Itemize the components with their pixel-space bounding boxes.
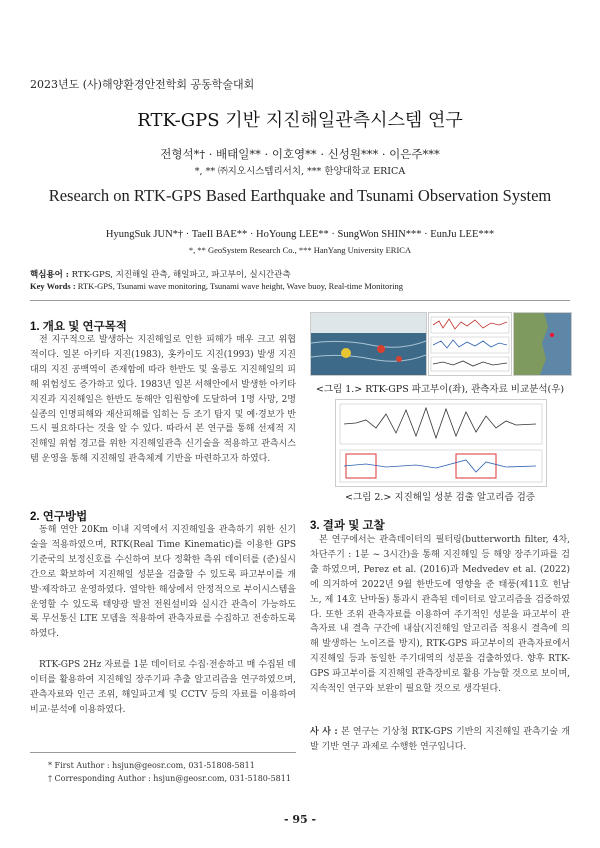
authors-korean: 전형석*† · 배태일** · 이호영** · 신성원*** · 이은주***	[160, 147, 440, 161]
buoy-photo-graphic	[311, 313, 426, 375]
footnote-divider	[30, 752, 296, 753]
authors-english: HyungSuk JUN*† · TaeIl BAE** · HoYoung LEE** · SungWon SHIN*** · EunJu LEE***	[105, 229, 495, 240]
keywords-korean-label: 핵심용어 :	[30, 270, 69, 280]
paper-title-english: Research on RTK-GPS Based Earthquake and Tsunami Observation System	[48, 186, 552, 205]
footnote-first-author: * First Author : hsjun@geosr.com, 031-51808-5811	[48, 761, 255, 770]
keywords-korean-text: RTK-GPS, 지진해일 관측, 해일파고, 파고부이, 실시간관측	[71, 270, 291, 280]
keywords-english-label: Key Words :	[30, 281, 76, 291]
figure-2-algorithm-plot	[335, 399, 547, 487]
affiliation-korean: *, ** ㈜지오시스템리서치, *** 한양대학교 ERICA	[194, 166, 406, 177]
keywords-english-text: RTK-GPS, Tsunami wave monitoring, Tsunami wave height, Wave buoy, Real-time Monitoring	[77, 281, 404, 291]
section-2-title: 2. 연구방법	[30, 511, 88, 523]
map-graphic	[514, 313, 571, 375]
header-divider	[30, 300, 570, 301]
section-1-body: 전 지구적으로 발생하는 지진해일로 인한 피해가 매우 크고 위협적이다. 일본 아키타 지진(1983), 홋카이도 지진(1993) 발생 지진대의 지진 공백역이 존재함에 따라 한반도 및 울릉도 지진해일의 피해 위험성도 증가하고 있다. 1983년 일본 서해안에서 발생한 아키타 지진과 지진해일은 한반도 동해안 임원항에 도달하여 1명 사망, 2명 실종의 인명피해와 재산피해를 입히는 등 조기 탐지 및 예·경보가 반드시 필요하다는 것을 알 수 있다. 따라서 본 연구를 통해 선제적 지진해일 위험 경고를 위한 지진해일관측 신기술을 적용하고 관측시스템 운영을 통해 지진해일 관측체계 기반을 마련하고자 하였다.	[30, 335, 297, 465]
keywords-english	[30, 281, 403, 291]
paper-title-korean: RTK-GPS 기반 지진해일관측시스템 연구	[137, 110, 463, 131]
acknowledgement-label: 사 사 :	[310, 727, 338, 737]
section-2-body-2: RTK-GPS 2Hz 자료를 1분 데이터로 수집·전송하고 매 수집된 데이터를 활용하여 지진해일 장주기파 추출 알고리즘을 연구하였으며, 관측자료와 인근 조위, 해일파고계 및 CCTV 등의 자료를 이용하여 비교·분석에 이용하였다.	[30, 660, 296, 715]
section-2-body-1: 동해 연안 20Km 이내 지역에서 지진해일을 관측하기 위한 신기술을 적용하였으며, RTK(Real Time Kinematic)를 이용한 GPS 기준국의 보정신호를 수신하여 보다 정확한 측위 데이터를 (준)실시간으로 확보하여 지진해일 성분을 검출할 수 있도록 파고부이를 개발·제작하고 운영하였다. 열악한 해상에서 안정적으로 부이시스템을 운영할 수 있도록 태양광 발전 전원설비와 실시간 관측이 가능하도록 무선통신 LTE 모뎀을 적용하여 관측자료를 수집하고 전송하도록 하였다.	[30, 525, 296, 640]
algorithm-plot-graphic	[336, 400, 546, 486]
figure-1-map	[513, 312, 572, 376]
section-1-title: 1. 개요 및 연구목적	[30, 321, 127, 333]
acknowledgement-text: 본 연구는 기상청 RTK-GPS 기반의 지진해일 관측기술 개발 기반 연구 과제로 수행한 연구입니다.	[310, 727, 570, 752]
figure-1-caption: <그림 1.> RTK-GPS 파고부이(좌), 관측자료 비교분석(우)	[315, 384, 565, 395]
acknowledgement	[310, 725, 570, 755]
comparison-plot-graphic	[429, 313, 511, 375]
page-number: - 95 -	[283, 813, 317, 826]
section-3-body: 본 연구에서는 관측데이터의 필터링(butterworth filter, 4차, 차단주기 : 1분 ~ 3시간)을 통해 지진해일 등 해양 장주기파를 검출 하였으며, Perez et al. (2016)과 Medvedev et al. (2022)에 의거하여 2022년 9월 한반도에 영향을 준 태풍(제11호 힌남노, 제 14호 난마돌) 통과시 관측된 데이터로 알고리즘을 검증하였다. 또한 조위 관측자료를 이용하여 주기적인 성분을 파고부이 관측자료 내 결측 구간에 내삽(지진해일 알고리즘 적용시 결측에 의해 발생하는 노이즈를 방지), RTK-GPS 파고부이의 관측자료에서 지진해일 등과 동일한 주기대역의 성분을 검출하였다. 향후 RTK-GPS 파고부이를 지진해일 관측장비로 활용 가능할 것으로 보이며, 지속적인 연구와 보완이 필요할 것으로 생각된다.	[310, 535, 570, 695]
figure-1-comparison-plot	[428, 312, 512, 376]
figure-1-buoy-photo	[310, 312, 427, 376]
affiliation-english: *, ** GeoSystem Research Co., *** HanYang University ERICA	[188, 245, 412, 255]
footnote-corresponding-author: † Corresponding Author : hsjun@geosr.com, 031-5180-5811	[48, 774, 291, 783]
conference-header: 2023년도 (사)해양환경안전학회 공동학술대회	[30, 78, 255, 91]
keywords-korean	[30, 268, 291, 280]
section-3-title: 3. 결과 및 고찰	[310, 520, 385, 532]
figure-2-caption: <그림 2.> 지진해일 성분 검출 알고리즘 검증	[345, 492, 535, 503]
